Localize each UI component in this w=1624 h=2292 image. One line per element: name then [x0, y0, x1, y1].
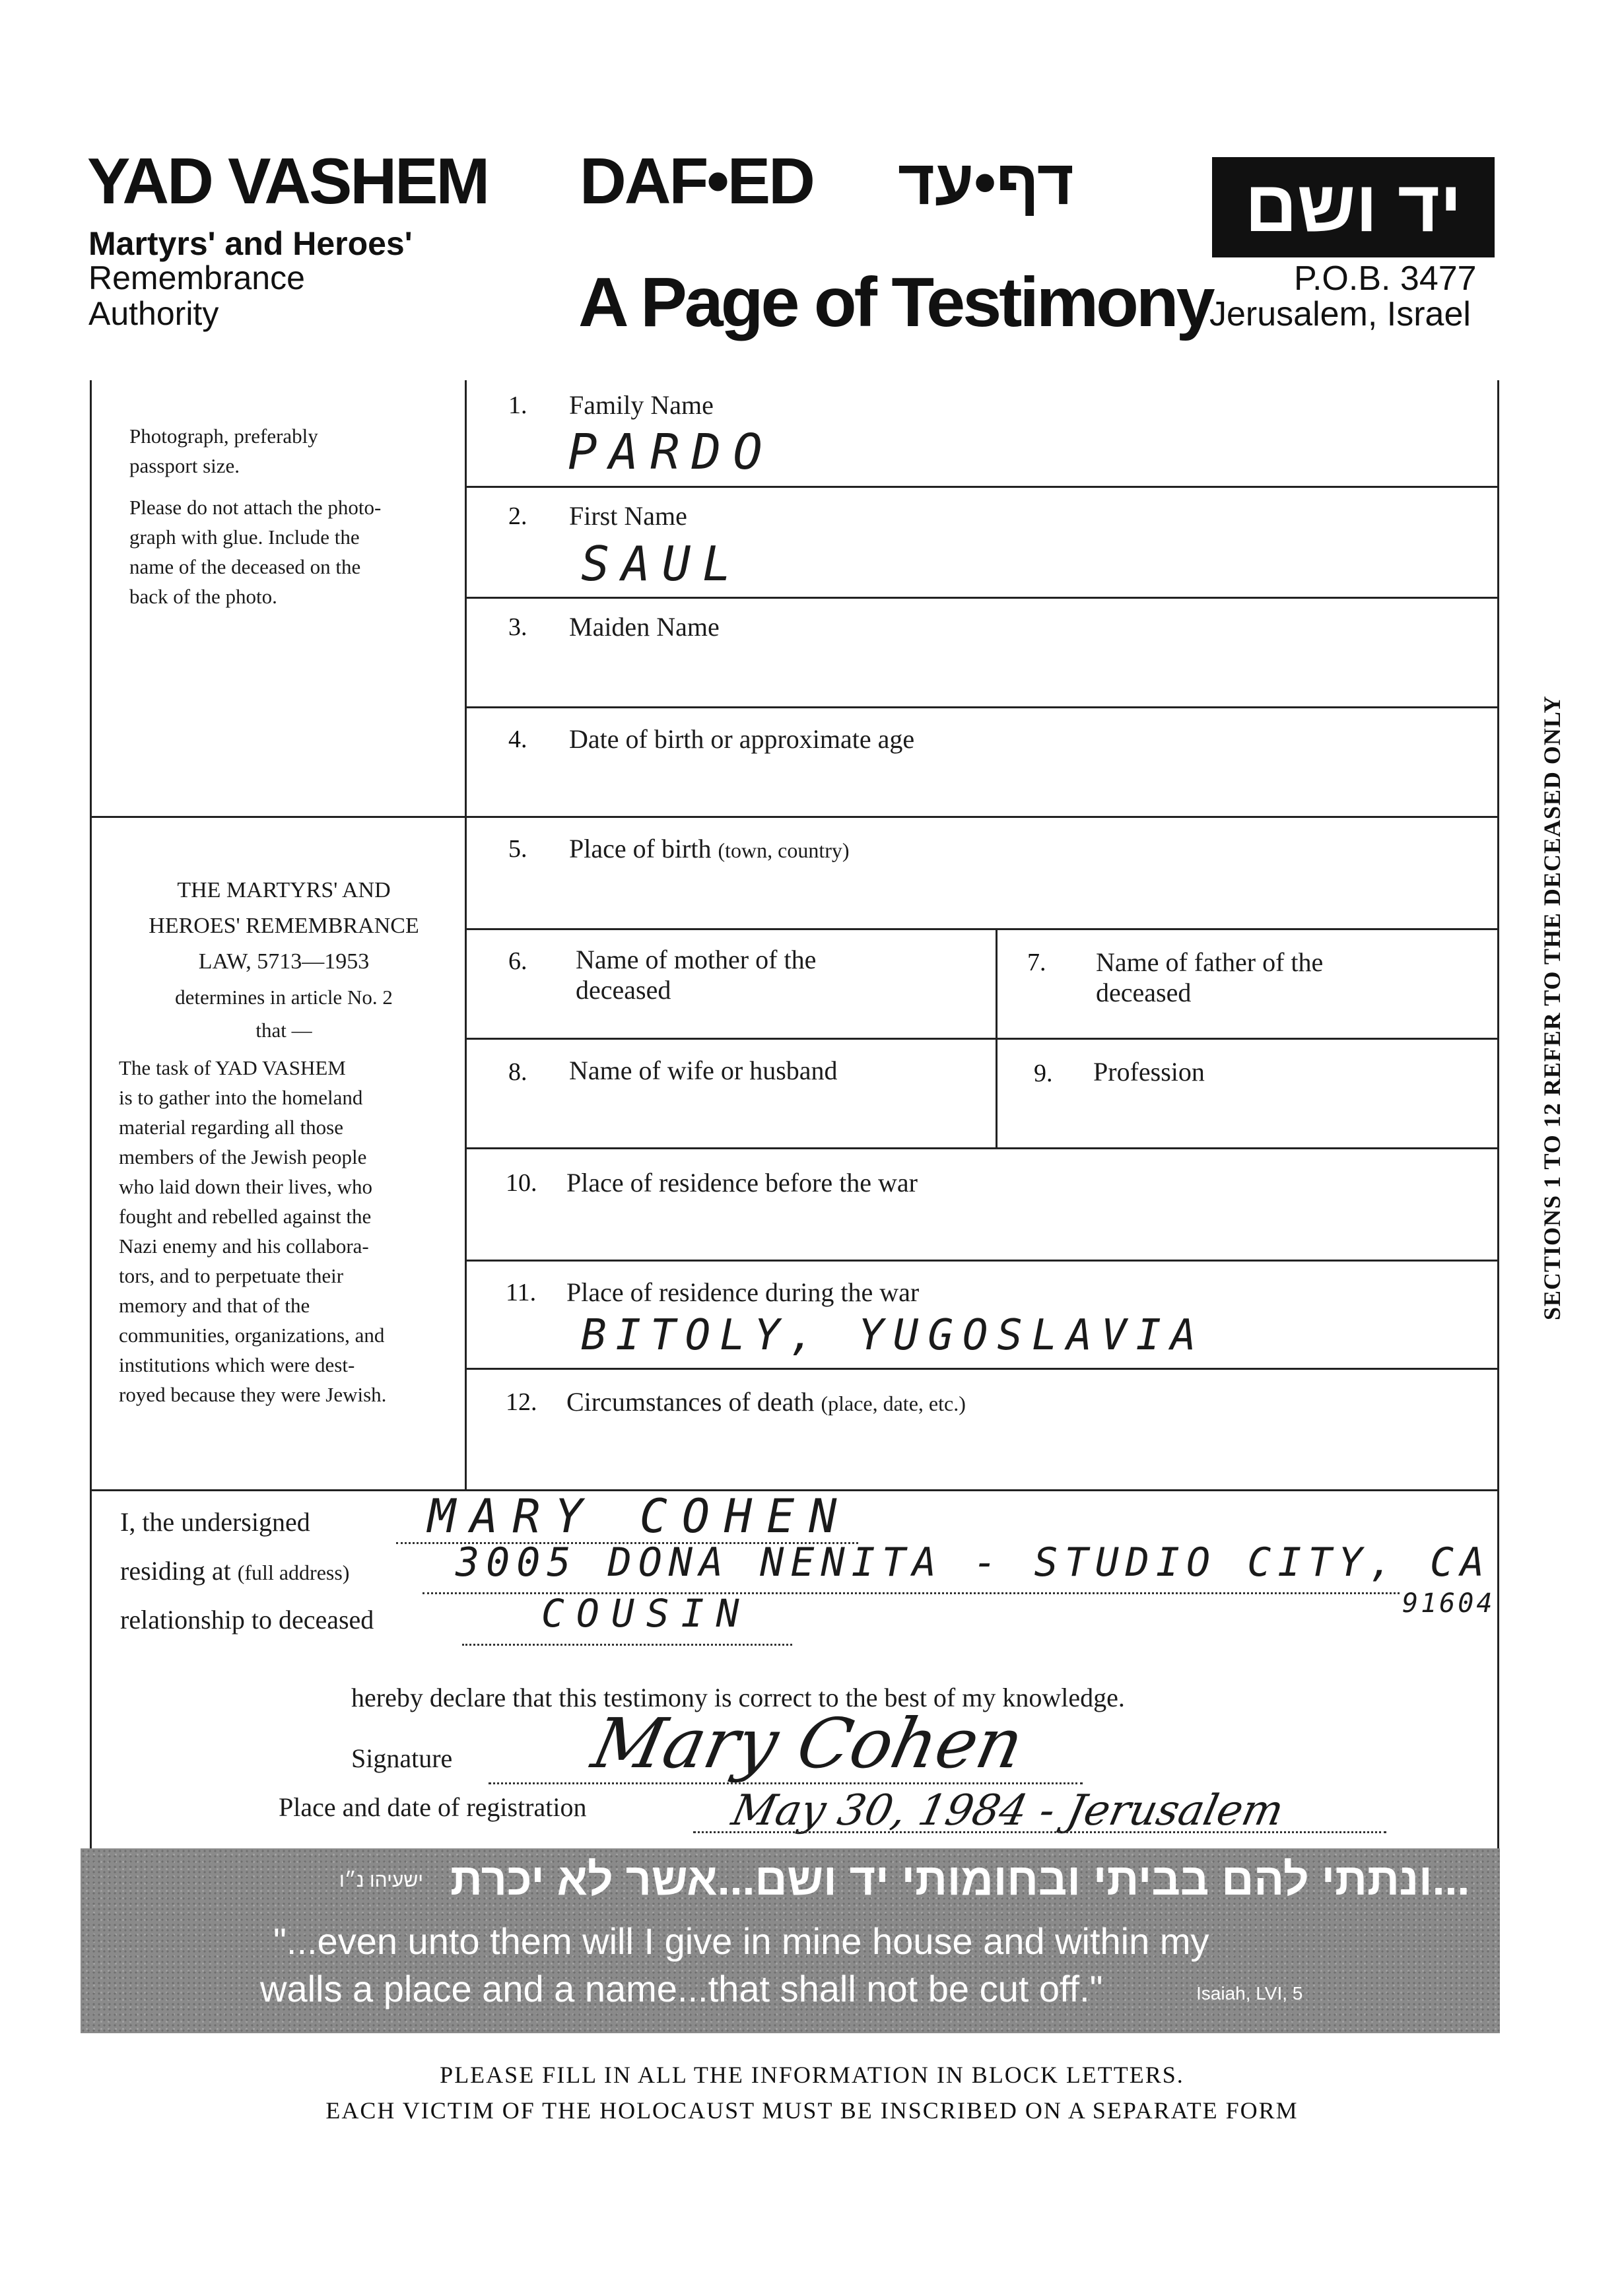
place-date-dotted-line [693, 1831, 1386, 1833]
photo-note-para-3: name of the deceased on the [129, 555, 361, 578]
field-3-rule [466, 706, 1497, 708]
field-12-label-text: Circumstances of death [566, 1387, 815, 1417]
signature-dotted-line [489, 1782, 1083, 1784]
field-7-label-1: Name of father of the [1096, 947, 1324, 977]
field-3-number: 3. [508, 613, 527, 641]
residing-zip-value[interactable]: 91604 [1402, 1588, 1495, 1619]
field-10-number: 10. [506, 1169, 537, 1197]
photo-note-line1: Photograph, preferably [129, 424, 318, 448]
org-subtitle-3: Authority [88, 295, 219, 332]
residing-label-text: residing at [120, 1556, 231, 1586]
pob-address: P.O.B. 3477 [1294, 259, 1477, 298]
field-6-number: 6. [508, 947, 527, 975]
law-body-11: institutions which were dest- [119, 1353, 355, 1376]
field-1-label: Family Name [569, 390, 714, 420]
law-heading-3: LAW, 5713—1953 [198, 949, 370, 974]
signature-value[interactable]: Mary Cohen [586, 1703, 1031, 1784]
field-11-value[interactable]: BITOLY, YUGOSLAVIA [581, 1311, 1205, 1360]
form-left-border [90, 380, 92, 1852]
daf-ed-hebrew: דף•עד [898, 147, 1074, 218]
field-8-number: 8. [508, 1058, 527, 1086]
photo-note-para-4: back of the photo. [129, 585, 277, 608]
law-body-3: material regarding all those [119, 1116, 344, 1139]
field-8-9-rule [466, 1147, 1497, 1149]
law-heading-1: THE MARTYRS' AND [177, 878, 391, 902]
relationship-dotted-line [462, 1644, 792, 1646]
field-1-rule [466, 486, 1497, 488]
field-11-number: 11. [506, 1279, 537, 1306]
relationship-value[interactable]: COUSIN [541, 1591, 751, 1636]
field-2-number: 2. [508, 502, 527, 530]
place-date-value[interactable]: May 30, 1984 - Jerusalem [727, 1786, 1288, 1835]
banner-hebrew: ...ונתתי להם בביתי ובחומותי יד ושם...אשר לא יכרת [450, 1854, 1470, 1904]
field-1-value[interactable]: PARDO [568, 424, 774, 481]
field-11-label: Place of residence during the war [566, 1277, 920, 1307]
law-body-9: memory and that of the [119, 1294, 310, 1317]
law-intro-2: that — [255, 1019, 312, 1042]
field-1-number: 1. [508, 391, 527, 419]
banner-hebrew-ref: ישעיהו נ״ו [339, 1870, 424, 1891]
field-7-number: 7. [1027, 949, 1046, 976]
banner-english-ref: Isaiah, LVI, 5 [1196, 1983, 1303, 2004]
photo-note-para-1: Please do not attach the photo- [129, 496, 382, 519]
declaration-text: hereby declare that this testimony is correct to the best of my knowledge. [351, 1683, 1125, 1712]
field-4-label: Date of birth or approximate age [569, 724, 915, 754]
yad-vashem-logo [1212, 157, 1495, 257]
field-5-number: 5. [508, 835, 527, 863]
photo-note [129, 421, 446, 611]
law-heading-2: HEROES' REMEMBRANCE [149, 914, 419, 938]
field-5-rule [466, 928, 1497, 930]
law-body-6: fought and rebelled against the [119, 1205, 372, 1228]
law-body-7: Nazi enemy and his collabora- [119, 1234, 369, 1258]
relationship-label: relationship to deceased [120, 1605, 374, 1635]
field-2-rule [466, 597, 1497, 599]
sections-side-note: SECTIONS 1 TO 12 REFER TO THE DECEASED ONLY [1539, 695, 1565, 1320]
law-body-1: The task of YAD VASHEM [119, 1056, 346, 1079]
field-8-label: Name of wife or husband [569, 1056, 838, 1085]
law-body-2: is to gather into the homeland [119, 1086, 363, 1109]
field-7-label-2: deceased [1096, 978, 1192, 1007]
banner-english-2: walls a place and a name...that shall not be cut off." [260, 1968, 1103, 2009]
field-5-label-text: Place of birth [569, 834, 712, 863]
left-panel-divider [90, 816, 465, 818]
footer-line-2: EACH VICTIM OF THE HOLOCAUST MUST BE INSCRIBED ON A SEPARATE FORM [325, 2097, 1299, 2124]
field-9-label: Profession [1093, 1057, 1205, 1087]
field-12-label-hint: (place, date, etc.) [821, 1392, 966, 1415]
field-11-rule [466, 1368, 1497, 1370]
logo-hebrew-text: יד ושם [1244, 166, 1462, 247]
field-6-label-2: deceased [576, 975, 671, 1005]
law-body-10: communities, organizations, and [119, 1324, 385, 1347]
undersigned-value[interactable]: MARY COHEN [428, 1489, 852, 1543]
daf-ed-label: DAF•ED [580, 145, 813, 217]
place-date-label: Place and date of registration [279, 1792, 587, 1822]
org-name: YAD VASHEM [87, 145, 489, 217]
signature-label: Signature [351, 1743, 453, 1773]
banner-english-1: "...even unto them will I give in mine house and within my [273, 1920, 1209, 1962]
field-6-label-1: Name of mother of the [576, 945, 817, 974]
field-10-rule [466, 1260, 1497, 1262]
photo-note-para-2: graph with glue. Include the [129, 525, 360, 549]
field-12-label [566, 1386, 966, 1417]
law-intro-1: determines in article No. 2 [175, 986, 393, 1009]
field-3-label: Maiden Name [569, 612, 720, 642]
field-9-number: 9. [1034, 1060, 1053, 1087]
undersigned-label: I, the undersigned [120, 1507, 310, 1537]
field-2-label: First Name [569, 501, 687, 531]
residing-value[interactable]: 3005 DONA NENITA - STUDIO CITY, CA [456, 1539, 1491, 1586]
field-4-number: 4. [508, 725, 527, 753]
law-body-8: tors, and to perpetuate their [119, 1264, 344, 1287]
residing-label-hint: (full address) [237, 1561, 350, 1584]
field-2-value[interactable]: SAUL [581, 536, 743, 591]
photo-note-line2: passport size. [129, 454, 240, 477]
law-body-12: royed because they were Jewish. [119, 1383, 387, 1406]
scripture-banner [81, 1848, 1500, 2033]
org-subtitle-2: Remembrance [88, 259, 305, 296]
column-divider [465, 380, 467, 1489]
footer-line-1: PLEASE FILL IN ALL THE INFORMATION IN BLOCK LETTERS. [440, 2062, 1184, 2088]
field-4-rule [466, 816, 1497, 818]
form-right-border [1497, 380, 1499, 1852]
law-body-5: who laid down their lives, who [119, 1175, 373, 1198]
law-note [119, 873, 449, 1409]
law-body-4: members of the Jewish people [119, 1145, 367, 1168]
field-12-number: 12. [506, 1388, 537, 1416]
city-address: Jerusalem, Israel [1209, 295, 1471, 333]
form-title: A Page of Testimony [578, 263, 1213, 341]
field-5-label-hint: (town, country) [718, 838, 850, 862]
field-5-label [569, 833, 850, 864]
field-6-7-rule [466, 1038, 1497, 1040]
residing-label [120, 1555, 349, 1586]
org-subtitle-1: Martyrs' and Heroes' [88, 225, 413, 262]
field-10-label: Place of residence before the war [566, 1168, 918, 1197]
